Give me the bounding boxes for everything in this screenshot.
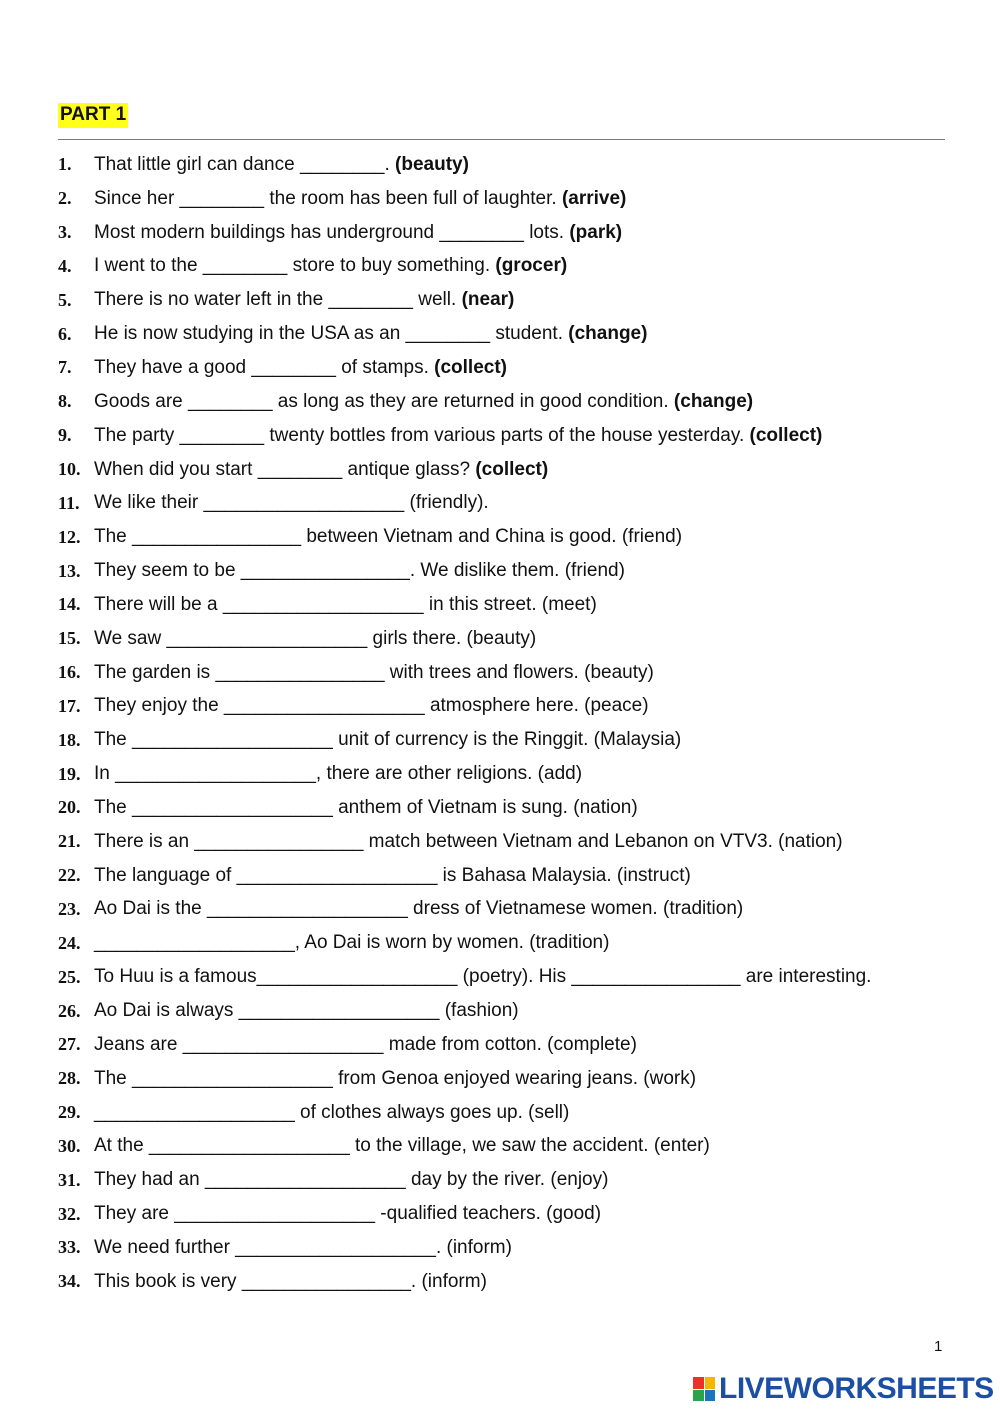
- sentence-text: They are ___________________ -qualified teachers. (good): [94, 1203, 602, 1225]
- item-sentence: [94, 1203, 601, 1225]
- item-number: 26.: [58, 1000, 81, 1021]
- sentence-text: In ___________________, there are other religions. (add): [94, 763, 583, 785]
- word-hint: (collect): [434, 356, 507, 378]
- exercise-item: [58, 554, 958, 588]
- sentence-text: There is no water left in the ________ well.: [94, 289, 462, 311]
- item-number: 8.: [58, 391, 72, 412]
- sentence-text: The ___________________ from Genoa enjoyed wearing jeans. (work): [94, 1067, 697, 1089]
- item-sentence: [94, 425, 822, 447]
- sentence-text: When did you start ________ antique glass?: [94, 458, 476, 480]
- exercise-item: [58, 182, 958, 216]
- sentence-text: The garden is ________________ with trees and flowers. (beauty): [94, 661, 654, 683]
- exercise-item: [58, 791, 958, 825]
- sentence-text: Ao Dai is the ___________________ dress of Vietnamese women. (tradition): [94, 898, 744, 920]
- exercise-item: [58, 994, 958, 1028]
- exercise-item: [58, 1197, 958, 1231]
- item-number: 7.: [58, 357, 72, 378]
- sentence-text: They had an ___________________ day by the river. (enjoy): [94, 1169, 609, 1191]
- item-number: 30.: [58, 1135, 81, 1156]
- item-sentence: [94, 222, 622, 244]
- item-number: 25.: [58, 966, 81, 987]
- word-hint: (change): [673, 390, 754, 412]
- item-number: 27.: [58, 1034, 81, 1055]
- sentence-text: Ao Dai is always ___________________ (fashion): [94, 1000, 519, 1022]
- item-sentence: [94, 662, 654, 684]
- sentence-text: I went to the ________ store to buy something.: [94, 255, 496, 277]
- exercise-item: [58, 825, 958, 859]
- sentence-text: The language of ___________________ is Bahasa Malaysia. (instruct): [94, 864, 691, 886]
- item-sentence: [94, 526, 682, 548]
- exercise-item: [58, 250, 958, 284]
- item-sentence: [94, 391, 753, 413]
- word-hint: (change): [568, 323, 648, 345]
- word-hint: (near): [461, 289, 515, 311]
- item-sentence: [94, 1237, 512, 1259]
- sentence-text: The party ________ twenty bottles from various parts of the house yesterday.: [94, 424, 750, 446]
- sentence-text: Most modern buildings has underground ________ lots.: [94, 221, 570, 243]
- item-number: 9.: [58, 425, 72, 446]
- sentence-text: The ________________ between Vietnam and China is good. (friend): [94, 526, 683, 548]
- exercise-item: [58, 1028, 958, 1062]
- sentence-text: The ___________________ unit of currency is the Ringgit. (Malaysia): [94, 729, 682, 751]
- sentence-text: There will be a ___________________ in this street. (meet): [94, 593, 597, 615]
- exercise-item: [58, 1231, 958, 1265]
- item-number: 17.: [58, 695, 81, 716]
- word-hint: (collect): [749, 424, 823, 446]
- item-sentence: [94, 1271, 487, 1293]
- item-sentence: [94, 323, 647, 345]
- item-number: 3.: [58, 222, 72, 243]
- item-number: 19.: [58, 763, 81, 784]
- exercise-item: [58, 419, 958, 453]
- item-number: 2.: [58, 188, 72, 209]
- exercise-item: [58, 486, 958, 520]
- exercise-item: [58, 656, 958, 690]
- sentence-text: ___________________ of clothes always goes up. (sell): [94, 1101, 570, 1123]
- item-number: 21.: [58, 831, 81, 852]
- item-sentence: [94, 729, 681, 751]
- item-number: 12.: [58, 526, 81, 547]
- sentence-text: That little girl can dance ________.: [94, 153, 396, 175]
- item-sentence: [94, 695, 649, 717]
- exercise-item: [58, 283, 958, 317]
- sentence-text: To Huu is a famous___________________ (poetry). His ________________ are interesting.: [94, 966, 872, 988]
- item-sentence: [94, 898, 743, 920]
- word-hint: (grocer): [495, 255, 568, 277]
- exercise-item: [58, 148, 958, 182]
- item-sentence: [94, 459, 548, 481]
- item-number: 28.: [58, 1068, 81, 1089]
- sentence-text: At the ___________________ to the village, we saw the accident. (enter): [94, 1135, 710, 1157]
- item-number: 4.: [58, 255, 72, 276]
- item-number: 14.: [58, 594, 81, 615]
- item-number: 22.: [58, 865, 81, 886]
- sentence-text: They enjoy the ___________________ atmosphere here. (peace): [94, 695, 649, 717]
- item-sentence: [94, 628, 536, 650]
- sentence-text: ___________________, Ao Dai is worn by women. (tradition): [94, 932, 610, 954]
- exercise-item: [58, 351, 958, 385]
- item-number: 32.: [58, 1203, 81, 1224]
- exercise-item: [58, 859, 958, 893]
- page-number: 1: [934, 1338, 943, 1355]
- sentence-text: There is an ________________ match between Vietnam and Lebanon on VTV3. (nation): [94, 830, 843, 852]
- exercise-list: [58, 148, 958, 1299]
- word-hint: (park): [569, 221, 623, 243]
- item-sentence: [94, 1102, 569, 1124]
- sentence-text: We saw ___________________ girls there. (beauty): [94, 627, 537, 649]
- sentence-text: Jeans are ___________________ made from cotton. (complete): [94, 1033, 637, 1055]
- exercise-item: [58, 1265, 958, 1299]
- item-sentence: [94, 289, 514, 311]
- word-hint: (beauty): [395, 153, 469, 175]
- item-number: 1.: [58, 154, 72, 175]
- item-sentence: [94, 865, 691, 887]
- item-number: 13.: [58, 560, 81, 581]
- exercise-item: [58, 1163, 958, 1197]
- exercise-item: [58, 216, 958, 250]
- item-number: 6.: [58, 323, 72, 344]
- item-sentence: [94, 154, 469, 176]
- word-hint: (arrive): [561, 187, 627, 209]
- item-sentence: [94, 797, 638, 819]
- exercise-item: [58, 1129, 958, 1163]
- sentence-text: Goods are ________ as long as they are returned in good condition.: [94, 390, 674, 412]
- exercise-item: [58, 960, 958, 994]
- sentence-text: They have a good ________ of stamps.: [94, 356, 435, 378]
- heading-divider: [58, 139, 945, 140]
- exercise-item: [58, 893, 958, 927]
- item-sentence: [94, 188, 626, 210]
- item-number: 20.: [58, 797, 81, 818]
- exercise-item: [58, 723, 958, 757]
- item-number: 5.: [58, 289, 72, 310]
- exercise-item: [58, 385, 958, 419]
- item-sentence: [94, 831, 843, 853]
- logo-text: LIVEWORKSHEETS: [719, 1372, 994, 1405]
- item-number: 15.: [58, 628, 81, 649]
- exercise-item: [58, 622, 958, 656]
- item-sentence: [94, 1034, 637, 1056]
- sentence-text: He is now studying in the USA as an ________ student.: [94, 323, 569, 345]
- item-number: 10.: [58, 459, 81, 480]
- exercise-item: [58, 1062, 958, 1096]
- exercise-item: [58, 926, 958, 960]
- item-sentence: [94, 1135, 710, 1157]
- liveworksheets-logo[interactable]: [693, 1372, 994, 1406]
- item-number: 33.: [58, 1237, 81, 1258]
- logo-blocks-icon: [693, 1377, 715, 1401]
- item-number: 29.: [58, 1102, 81, 1123]
- item-sentence: [94, 1000, 519, 1022]
- sentence-text: This book is very ________________. (inform): [94, 1270, 487, 1292]
- sentence-text: We like their ___________________ (friendly).: [94, 492, 489, 514]
- item-number: 31.: [58, 1169, 81, 1190]
- sentence-text: They seem to be ________________. We dislike them. (friend): [94, 560, 625, 582]
- item-sentence: [94, 594, 597, 616]
- item-sentence: [94, 492, 489, 514]
- exercise-item: [58, 453, 958, 487]
- exercise-item: [58, 757, 958, 791]
- item-sentence: [94, 932, 609, 954]
- item-sentence: [94, 357, 507, 379]
- exercise-item: [58, 690, 958, 724]
- exercise-item: [58, 1096, 958, 1130]
- exercise-item: [58, 588, 958, 622]
- word-hint: (collect): [475, 458, 549, 480]
- item-sentence: [94, 1068, 696, 1090]
- item-sentence: [94, 966, 871, 988]
- exercise-item: [58, 520, 958, 554]
- item-number: 34.: [58, 1271, 81, 1292]
- item-number: 24.: [58, 932, 81, 953]
- sentence-text: We need further ___________________. (inform): [94, 1236, 512, 1258]
- item-number: 16.: [58, 662, 81, 683]
- item-number: 11.: [58, 492, 80, 513]
- sentence-text: Since her ________ the room has been full of laughter.: [94, 187, 562, 209]
- item-number: 18.: [58, 729, 81, 750]
- item-sentence: [94, 560, 625, 582]
- item-sentence: [94, 763, 582, 785]
- exercise-item: [58, 317, 958, 351]
- item-number: 23.: [58, 898, 81, 919]
- item-sentence: [94, 1169, 608, 1191]
- part-heading: PART 1: [58, 103, 128, 128]
- item-sentence: [94, 255, 567, 277]
- sentence-text: The ___________________ anthem of Vietnam is sung. (nation): [94, 796, 638, 818]
